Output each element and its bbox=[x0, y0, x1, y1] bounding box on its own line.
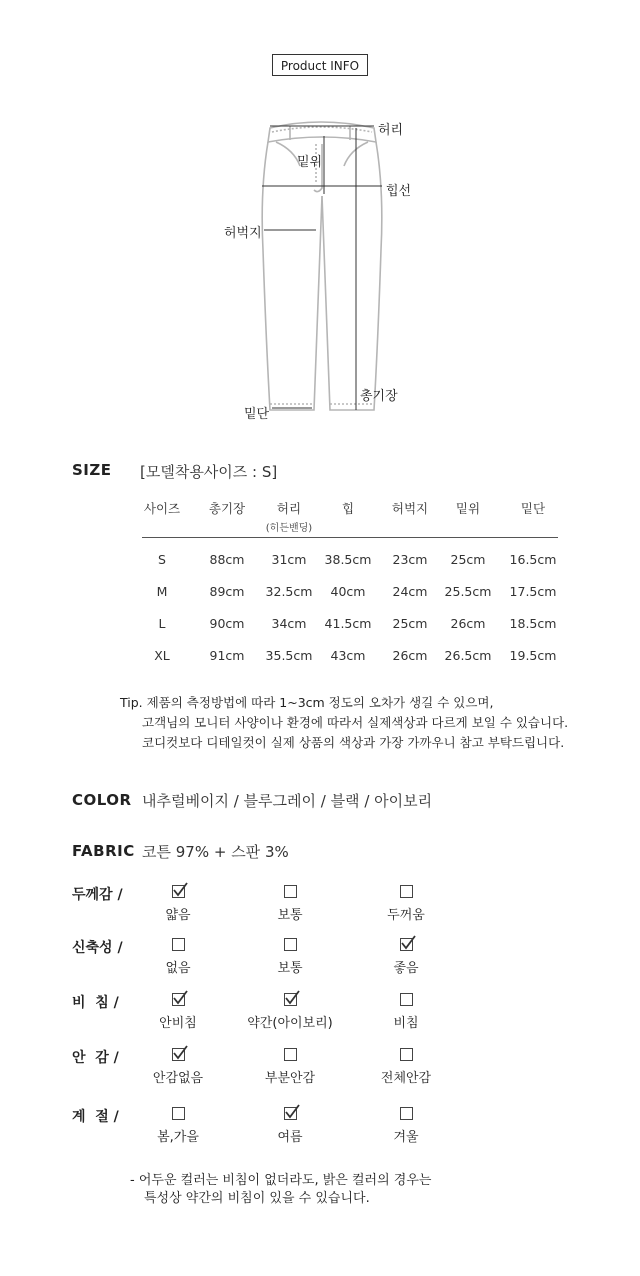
option-label: 없음 bbox=[165, 961, 191, 976]
table-cell: 40cm bbox=[330, 583, 366, 599]
table-cell: XL bbox=[154, 647, 170, 663]
table-cell: 25.5cm bbox=[444, 583, 492, 599]
color-title: COLOR bbox=[72, 791, 132, 809]
table-cell: 18.5cm bbox=[509, 615, 557, 631]
tip-line: 코디컷보다 디테일컷이 실제 상품의 색상과 가장 가까우니 참고 부탁드립니다. bbox=[142, 735, 565, 750]
product-info-badge: Product INFO bbox=[272, 54, 368, 76]
note-line: 특성상 약간의 비침이 있을 수 있습니다. bbox=[144, 1191, 370, 1206]
table-cell: 19.5cm bbox=[509, 647, 557, 663]
table-cell: 89cm bbox=[209, 583, 245, 599]
property-label: 안 감 / bbox=[72, 1050, 119, 1066]
col-waist-sub: (히든밴딩) bbox=[265, 523, 313, 534]
option-label: 좋음 bbox=[393, 961, 419, 976]
label-hem: 밑단 bbox=[244, 407, 270, 422]
col-length: 총기장 bbox=[208, 501, 246, 516]
option-label: 보통 bbox=[277, 908, 303, 923]
table-cell: 26.5cm bbox=[444, 647, 492, 663]
table-cell: 34cm bbox=[271, 615, 307, 631]
tip-line: 고객님의 모니터 사양이나 환경에 따라서 실제색상과 다르게 보일 수 있습니다. bbox=[142, 715, 569, 730]
tip-text bbox=[120, 693, 568, 753]
option-label: 비침 bbox=[393, 1016, 419, 1031]
table-cell: 16.5cm bbox=[509, 551, 557, 567]
table-cell: L bbox=[158, 615, 166, 631]
color-value: 내추럴베이지 / 블루그레이 / 블랙 / 아이보리 bbox=[142, 792, 433, 810]
table-cell: M bbox=[156, 583, 168, 599]
option-label: 여름 bbox=[277, 1130, 303, 1145]
label-thigh: 허벅지 bbox=[224, 226, 262, 241]
checkbox[interactable] bbox=[284, 885, 297, 898]
checkbox[interactable] bbox=[172, 1107, 185, 1120]
col-waist bbox=[264, 495, 314, 536]
label-hip: 힙선 bbox=[386, 184, 412, 199]
table-cell: S bbox=[158, 551, 166, 567]
checked-checkbox[interactable] bbox=[172, 1048, 185, 1061]
table-cell: 17.5cm bbox=[509, 583, 557, 599]
table-cell: 91cm bbox=[209, 647, 245, 663]
check-icon bbox=[400, 935, 416, 951]
property-label: 신축성 / bbox=[72, 940, 123, 956]
table-cell: 24cm bbox=[392, 583, 428, 599]
size-table bbox=[134, 495, 568, 671]
table-cell: 31cm bbox=[271, 551, 307, 567]
label-rise: 밑위 bbox=[297, 155, 323, 170]
table-row bbox=[134, 536, 568, 575]
col-hem: 밑단 bbox=[520, 501, 546, 516]
label-length: 총기장 bbox=[360, 389, 398, 404]
size-table-header bbox=[134, 495, 568, 536]
table-cell: 25cm bbox=[450, 551, 486, 567]
table-divider bbox=[142, 537, 558, 538]
checked-checkbox[interactable] bbox=[284, 993, 297, 1006]
note-line: - 어두운 컬러는 비침이 없더라도, 밝은 컬러의 경우는 bbox=[130, 1173, 432, 1188]
option-label: 봄,가을 bbox=[157, 1130, 199, 1145]
col-hip: 힙 bbox=[341, 501, 355, 516]
property-label: 두께감 / bbox=[72, 887, 123, 903]
option-label: 약간(아이보리) bbox=[247, 1016, 333, 1031]
table-cell: 32.5cm bbox=[265, 583, 313, 599]
option-label: 얇음 bbox=[165, 908, 191, 923]
checkbox[interactable] bbox=[284, 938, 297, 951]
checkbox[interactable] bbox=[400, 1048, 413, 1061]
size-title: SIZE bbox=[72, 461, 112, 479]
checkbox[interactable] bbox=[400, 993, 413, 1006]
tip-line: Tip. 제품의 측정방법에 따라 1~3cm 정도의 오차가 생길 수 있으며, bbox=[120, 695, 494, 710]
checked-checkbox[interactable] bbox=[400, 938, 413, 951]
option-label: 전체안감 bbox=[380, 1071, 432, 1086]
checkbox[interactable] bbox=[400, 1107, 413, 1120]
col-thigh: 허벅지 bbox=[391, 501, 429, 516]
check-icon bbox=[172, 1045, 188, 1061]
check-icon bbox=[172, 990, 188, 1006]
check-icon bbox=[284, 1104, 300, 1120]
table-row bbox=[134, 575, 568, 607]
table-cell: 38.5cm bbox=[324, 551, 372, 567]
model-size-note: [모델착용사이즈 : S] bbox=[140, 463, 278, 481]
col-size: 사이즈 bbox=[143, 501, 181, 516]
table-row bbox=[134, 607, 568, 639]
table-cell: 41.5cm bbox=[324, 615, 372, 631]
label-waist: 허리 bbox=[378, 123, 404, 138]
checkbox[interactable] bbox=[284, 1048, 297, 1061]
fabric-value: 코튼 97% + 스판 3% bbox=[142, 843, 289, 861]
table-cell: 90cm bbox=[209, 615, 245, 631]
property-label: 비 침 / bbox=[72, 995, 119, 1011]
note-text bbox=[130, 1172, 431, 1208]
table-row bbox=[134, 639, 568, 671]
option-label: 두꺼움 bbox=[387, 908, 425, 923]
option-label: 보통 bbox=[277, 961, 303, 976]
col-rise: 밑위 bbox=[455, 501, 481, 516]
col-waist-label: 허리 bbox=[276, 501, 302, 516]
checked-checkbox[interactable] bbox=[172, 885, 185, 898]
table-cell: 26cm bbox=[450, 615, 486, 631]
option-label: 부분안감 bbox=[264, 1071, 316, 1086]
checked-checkbox[interactable] bbox=[284, 1107, 297, 1120]
table-cell: 43cm bbox=[330, 647, 366, 663]
table-cell: 88cm bbox=[209, 551, 245, 567]
checkbox[interactable] bbox=[172, 938, 185, 951]
option-label: 안감없음 bbox=[152, 1071, 204, 1086]
check-icon bbox=[284, 990, 300, 1006]
check-icon bbox=[172, 882, 188, 898]
checkbox[interactable] bbox=[400, 885, 413, 898]
fabric-title: FABRIC bbox=[72, 842, 135, 860]
table-cell: 25cm bbox=[392, 615, 428, 631]
table-cell: 35.5cm bbox=[265, 647, 313, 663]
table-cell: 26cm bbox=[392, 647, 428, 663]
option-label: 안비침 bbox=[159, 1016, 197, 1031]
table-cell: 23cm bbox=[392, 551, 428, 567]
property-label: 계 절 / bbox=[72, 1109, 119, 1125]
checked-checkbox[interactable] bbox=[172, 993, 185, 1006]
option-label: 겨울 bbox=[393, 1130, 419, 1145]
